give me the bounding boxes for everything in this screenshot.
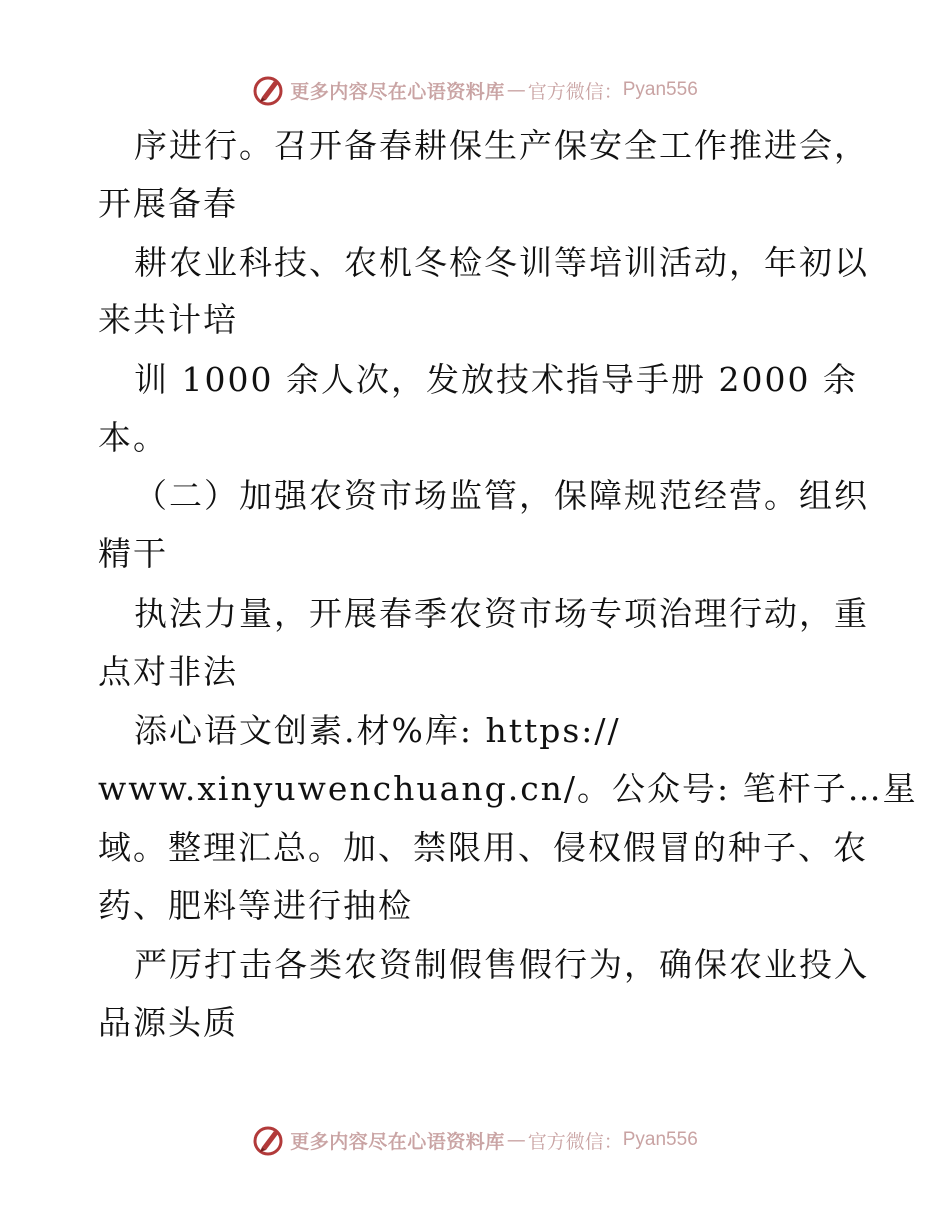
footer-dash: — [506,1129,526,1151]
pen-logo-icon [252,73,286,107]
body-line-7: （二）加强农资市场监管，保障规范经营。组织 [134,476,869,515]
header-wechat-label: 官方微信： [527,80,623,103]
body-line-16: 品源头质 [98,1003,238,1042]
body-line-8: 精干 [98,534,168,573]
body-line-14: 药、肥料等进行抽检 [98,886,413,925]
footer-wechat-label: 官方微信： [527,1130,623,1153]
body-line-13: 域。整理汇总。加、禁限用、侵权假冒的种子、农 [98,828,868,867]
header-wechat-id: Pyan556 [622,79,698,100]
body-line-3: 耕农业科技、农机冬检冬训等培训活动，年初以 [134,243,869,282]
footer-brand-text: 更多内容尽在心语资料库 [290,1130,505,1153]
body-line-12: www.xinyuwenchuang.cn/。公众号: 笔杆子…星 [98,769,918,808]
header-dash: — [506,79,526,101]
body-line-1: 序进行。召开备春耕保生产保安全工作推进会， [134,126,869,165]
body-line-6: 本。 [98,418,168,457]
body-line-5: 训 1000 余人次，发放技术指导手册 2000 余 [134,360,858,399]
body-line-11: 添心语文创素.材%库: https:// [134,711,621,750]
footer-wechat-id: Pyan556 [622,1129,698,1150]
body-line-10: 点对非法 [98,652,238,691]
footer-watermark-banner [0,1120,950,1160]
body-line-2: 开展备春 [98,184,238,223]
body-line-15: 严厉打击各类农资制假售假行为，确保农业投入 [134,945,869,984]
pen-logo-icon [252,1123,286,1157]
body-line-4: 来共计培 [98,300,238,339]
header-watermark-banner [0,70,950,110]
header-brand-text: 更多内容尽在心语资料库 [290,80,505,103]
body-line-9: 执法力量，开展春季农资市场专项治理行动，重 [134,594,869,633]
